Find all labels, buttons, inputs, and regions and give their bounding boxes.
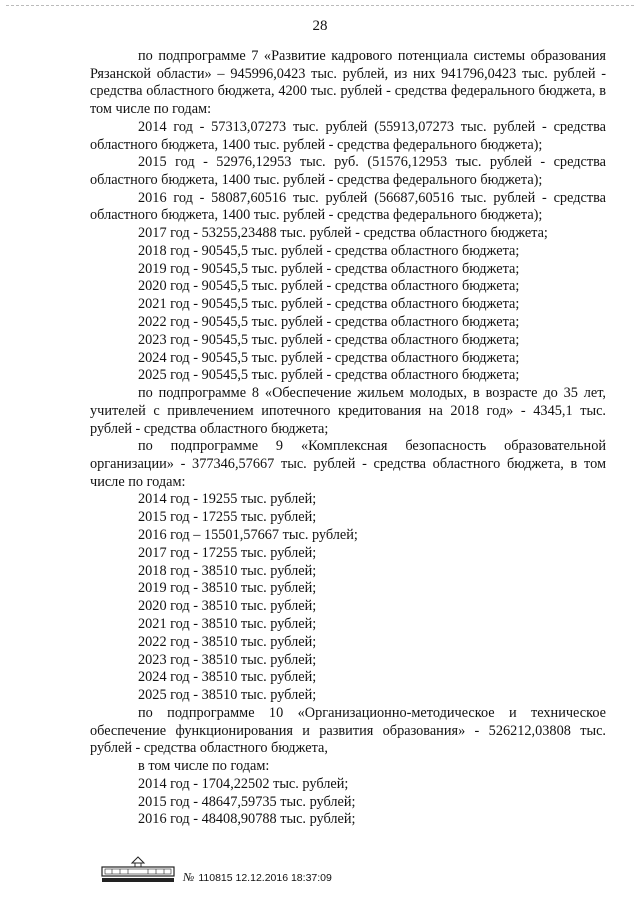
list-line: 2021 год - 90545,5 тыс. рублей - средства областного бюджета; [138, 296, 520, 313]
list-line: 2023 год - 38510 тыс. рублей; [138, 651, 317, 668]
list-line: 2025 год - 90545,5 тыс. рублей - средства областного бюджета; [138, 367, 520, 384]
list-line: 2018 год - 90545,5 тыс. рублей - средства областного бюджета; [138, 242, 520, 259]
number-sign: № [183, 870, 195, 884]
list-line: 2019 год - 90545,5 тыс. рублей - средства областного бюджета; [138, 260, 520, 277]
top-dashed-rule [6, 5, 634, 6]
list-line: 2016 год - 48408,90788 тыс. рублей; [138, 811, 356, 828]
list-line: 2014 год - 19255 тыс. рублей; [138, 491, 317, 508]
list-line: 2024 год - 38510 тыс. рублей; [138, 669, 317, 686]
list-line: 2020 год - 38510 тыс. рублей; [138, 598, 317, 615]
list-line: 2025 год - 38510 тыс. рублей; [138, 687, 317, 704]
paragraph: по подпрограмме 8 «Обеспечение жильем молодых, в возрасте до 35 лет, учителей с привлечением ипотечного кредитования на 2018 год» - 4345,1 тыс. рублей - средства областного бюджета; [90, 385, 606, 437]
footer-stamp-text [183, 870, 332, 885]
list-line: 2020 год - 90545,5 тыс. рублей - средства областного бюджета; [138, 278, 520, 295]
footer [100, 854, 480, 886]
paragraph: по подпрограмме 7 «Развитие кадрового потенциала системы образования Рязанской области» – 945996,0423 тыс. рублей, из них 941796,0423 тыс. рублей - средства областного бюджета, 4200 тыс. рублей - средства федерального бюджета, в том числе по годам: [90, 48, 606, 118]
paragraph: по подпрограмме 9 «Комплексная безопасность образовательной организации» - 377346,57667 тыс. рублей - средства областного бюджета, в том числе по годам: [90, 438, 606, 490]
list-line: 2024 год - 90545,5 тыс. рублей - средства областного бюджета; [138, 349, 520, 366]
list-line: 2022 год - 90545,5 тыс. рублей - средства областного бюджета; [138, 314, 520, 331]
document-id-timestamp: 110815 12.12.2016 18:37:09 [198, 872, 332, 884]
list-line: 2021 год - 38510 тыс. рублей; [138, 616, 317, 632]
list-line: 2015 год - 17255 тыс. рублей; [138, 509, 317, 526]
list-line: 2014 год - 1704,22502 тыс. рублей; [138, 775, 349, 792]
list-line: 2017 год - 17255 тыс. рублей; [138, 544, 317, 561]
printing-house-seal-icon [100, 854, 176, 884]
list-line: 2016 год – 15501,57667 тыс. рублей; [138, 527, 358, 544]
list-line: 2022 год - 38510 тыс. рублей; [138, 633, 317, 650]
document-body [90, 48, 606, 829]
page-number: 28 [312, 18, 328, 34]
list-line: 2017 год - 53255,23488 тыс. рублей - средства областного бюджета; [138, 225, 548, 242]
paragraph: по подпрограмме 10 «Организационно-методическое и техническое обеспечение функционирования и развития образования» - 526212,03808 тыс. рублей - средства областного бюджета, [90, 704, 606, 757]
paragraph: 2014 год - 57313,07273 тыс. рублей (55913,07273 тыс. рублей - средства областного бюджета, 1400 тыс. рублей - средства федерального бюджета); [90, 118, 606, 153]
paragraph: 2015 год - 52976,12953 тыс. руб. (51576,12953 тыс. рублей - средства областного бюджета, 1400 тыс. рублей - средства федерального бюджета); [90, 154, 606, 188]
paragraph: 2016 год - 58087,60516 тыс. рублей (56687,60516 тыс. рублей - средства областного бюджета, 1400 тыс. рублей - средства федерального бюджета); [90, 189, 606, 224]
list-line: 2018 год - 38510 тыс. рублей; [138, 562, 317, 579]
list-line: в том числе по годам: [138, 758, 270, 775]
list-line: 2019 год - 38510 тыс. рублей; [138, 580, 317, 597]
list-line: 2023 год - 90545,5 тыс. рублей - средства областного бюджета; [138, 331, 520, 348]
list-line: 2015 год - 48647,59735 тыс. рублей; [138, 793, 356, 810]
